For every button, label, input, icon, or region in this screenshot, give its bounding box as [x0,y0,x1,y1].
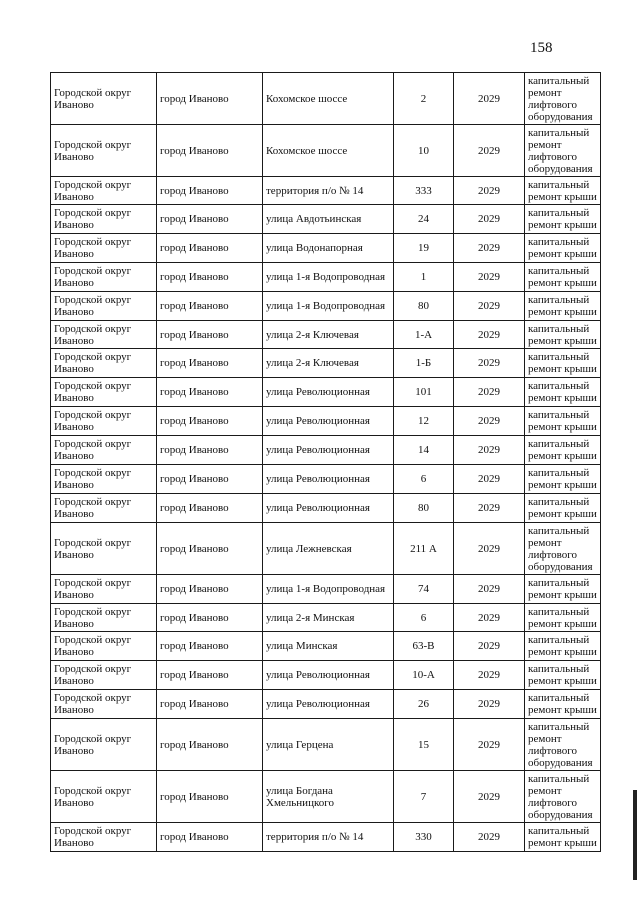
city-cell: город Иваново [157,407,263,436]
street-cell: улица Герцена [263,719,394,771]
table-row [51,349,601,378]
okrug-cell: Городской округ Иваново [51,632,157,661]
table-row [51,205,601,234]
house-cell: 333 [394,177,454,205]
table-row [51,292,601,321]
okrug-cell: Городской округ Иваново [51,321,157,349]
house-cell: 10 [394,125,454,177]
okrug-cell: Городской округ Иваново [51,604,157,632]
year-cell: 2029 [454,205,525,234]
city-cell: город Иваново [157,436,263,465]
year-cell: 2029 [454,321,525,349]
house-cell: 10-А [394,661,454,690]
year-cell: 2029 [454,575,525,604]
okrug-cell: Городской округ Иваново [51,690,157,719]
table-row [51,321,601,349]
city-cell: город Иваново [157,823,263,852]
registry-table [50,72,601,852]
street-cell: улица 1-я Водопроводная [263,575,394,604]
work-cell: капитальный ремонт крыши [525,494,601,523]
city-cell: город Иваново [157,125,263,177]
street-cell: улица 1-я Водопроводная [263,292,394,321]
work-cell: капитальный ремонт крыши [525,177,601,205]
registry-table-body [51,73,601,852]
house-cell: 24 [394,205,454,234]
year-cell: 2029 [454,177,525,205]
city-cell: город Иваново [157,632,263,661]
street-cell: улица Революционная [263,378,394,407]
year-cell: 2029 [454,771,525,823]
table-row [51,494,601,523]
city-cell: город Иваново [157,604,263,632]
house-cell: 7 [394,771,454,823]
house-cell: 15 [394,719,454,771]
table-row [51,436,601,465]
house-cell: 26 [394,690,454,719]
street-cell: улица Революционная [263,690,394,719]
city-cell: город Иваново [157,494,263,523]
year-cell: 2029 [454,292,525,321]
street-cell: улица 2-я Ключевая [263,349,394,378]
city-cell: город Иваново [157,719,263,771]
house-cell: 2 [394,73,454,125]
work-cell: капитальный ремонт лифтового оборудования [525,719,601,771]
street-cell: улица Авдотьинская [263,205,394,234]
work-cell: капитальный ремонт крыши [525,465,601,494]
year-cell: 2029 [454,73,525,125]
city-cell: город Иваново [157,292,263,321]
year-cell: 2029 [454,465,525,494]
house-cell: 1-Б [394,349,454,378]
table-row [51,73,601,125]
street-cell: улица 1-я Водопроводная [263,263,394,292]
okrug-cell: Городской округ Иваново [51,125,157,177]
house-cell: 12 [394,407,454,436]
table-row [51,771,601,823]
street-cell: улица Революционная [263,436,394,465]
city-cell: город Иваново [157,177,263,205]
house-cell: 14 [394,436,454,465]
street-cell: Кохомское шоссе [263,73,394,125]
okrug-cell: Городской округ Иваново [51,177,157,205]
table-row [51,234,601,263]
okrug-cell: Городской округ Иваново [51,378,157,407]
work-cell: капитальный ремонт лифтового оборудования [525,771,601,823]
okrug-cell: Городской округ Иваново [51,234,157,263]
okrug-cell: Городской округ Иваново [51,292,157,321]
work-cell: капитальный ремонт крыши [525,690,601,719]
street-cell: улица Революционная [263,465,394,494]
house-cell: 80 [394,292,454,321]
year-cell: 2029 [454,436,525,465]
street-cell: улица Революционная [263,661,394,690]
okrug-cell: Городской округ Иваново [51,719,157,771]
okrug-cell: Городской округ Иваново [51,73,157,125]
table-row [51,719,601,771]
year-cell: 2029 [454,349,525,378]
year-cell: 2029 [454,523,525,575]
house-cell: 80 [394,494,454,523]
year-cell: 2029 [454,494,525,523]
house-cell: 74 [394,575,454,604]
city-cell: город Иваново [157,73,263,125]
city-cell: город Иваново [157,575,263,604]
street-cell: территория п/о № 14 [263,177,394,205]
year-cell: 2029 [454,823,525,852]
work-cell: капитальный ремонт крыши [525,263,601,292]
table-row [51,632,601,661]
work-cell: капитальный ремонт крыши [525,661,601,690]
work-cell: капитальный ремонт крыши [525,632,601,661]
city-cell: город Иваново [157,321,263,349]
city-cell: город Иваново [157,690,263,719]
city-cell: город Иваново [157,234,263,263]
work-cell: капитальный ремонт лифтового оборудования [525,73,601,125]
year-cell: 2029 [454,125,525,177]
work-cell: капитальный ремонт крыши [525,575,601,604]
table-row [51,523,601,575]
okrug-cell: Городской округ Иваново [51,263,157,292]
year-cell: 2029 [454,378,525,407]
house-cell: 6 [394,465,454,494]
city-cell: город Иваново [157,205,263,234]
city-cell: город Иваново [157,465,263,494]
year-cell: 2029 [454,234,525,263]
table-row [51,378,601,407]
okrug-cell: Городской округ Иваново [51,823,157,852]
year-cell: 2029 [454,407,525,436]
work-cell: капитальный ремонт крыши [525,349,601,378]
house-cell: 101 [394,378,454,407]
work-cell: капитальный ремонт крыши [525,436,601,465]
year-cell: 2029 [454,690,525,719]
work-cell: капитальный ремонт крыши [525,292,601,321]
okrug-cell: Городской округ Иваново [51,523,157,575]
city-cell: город Иваново [157,263,263,292]
house-cell: 6 [394,604,454,632]
work-cell: капитальный ремонт крыши [525,604,601,632]
table-row [51,407,601,436]
street-cell: улица 2-я Ключевая [263,321,394,349]
house-cell: 330 [394,823,454,852]
table-row [51,465,601,494]
okrug-cell: Городской округ Иваново [51,771,157,823]
work-cell: капитальный ремонт крыши [525,321,601,349]
work-cell: капитальный ремонт крыши [525,378,601,407]
street-cell: Кохомское шоссе [263,125,394,177]
house-cell: 63-В [394,632,454,661]
table-row [51,125,601,177]
work-cell: капитальный ремонт крыши [525,407,601,436]
street-cell: улица Водонапорная [263,234,394,263]
okrug-cell: Городской округ Иваново [51,661,157,690]
okrug-cell: Городской округ Иваново [51,349,157,378]
table-row [51,661,601,690]
house-cell: 1 [394,263,454,292]
street-cell: улица Лежневская [263,523,394,575]
year-cell: 2029 [454,632,525,661]
table-row [51,604,601,632]
work-cell: капитальный ремонт крыши [525,234,601,263]
table-row [51,263,601,292]
table-row [51,690,601,719]
street-cell: улица Богдана Хмельницкого [263,771,394,823]
street-cell: территория п/о № 14 [263,823,394,852]
street-cell: улица Революционная [263,407,394,436]
work-cell: капитальный ремонт лифтового оборудования [525,523,601,575]
work-cell: капитальный ремонт крыши [525,823,601,852]
city-cell: город Иваново [157,771,263,823]
work-cell: капитальный ремонт крыши [525,205,601,234]
house-cell: 19 [394,234,454,263]
year-cell: 2029 [454,719,525,771]
street-cell: улица 2-я Минская [263,604,394,632]
house-cell: 211 А [394,523,454,575]
city-cell: город Иваново [157,523,263,575]
year-cell: 2029 [454,661,525,690]
house-cell: 1-А [394,321,454,349]
city-cell: город Иваново [157,661,263,690]
city-cell: город Иваново [157,349,263,378]
year-cell: 2029 [454,263,525,292]
page-number: 158 [530,40,553,56]
okrug-cell: Городской округ Иваново [51,407,157,436]
okrug-cell: Городской округ Иваново [51,465,157,494]
okrug-cell: Городской округ Иваново [51,436,157,465]
okrug-cell: Городской округ Иваново [51,575,157,604]
table-row [51,177,601,205]
table-row [51,823,601,852]
scan-edge-mark [633,790,637,880]
okrug-cell: Городской округ Иваново [51,494,157,523]
table-row [51,575,601,604]
year-cell: 2029 [454,604,525,632]
city-cell: город Иваново [157,378,263,407]
work-cell: капитальный ремонт лифтового оборудования [525,125,601,177]
okrug-cell: Городской округ Иваново [51,205,157,234]
street-cell: улица Минская [263,632,394,661]
street-cell: улица Революционная [263,494,394,523]
